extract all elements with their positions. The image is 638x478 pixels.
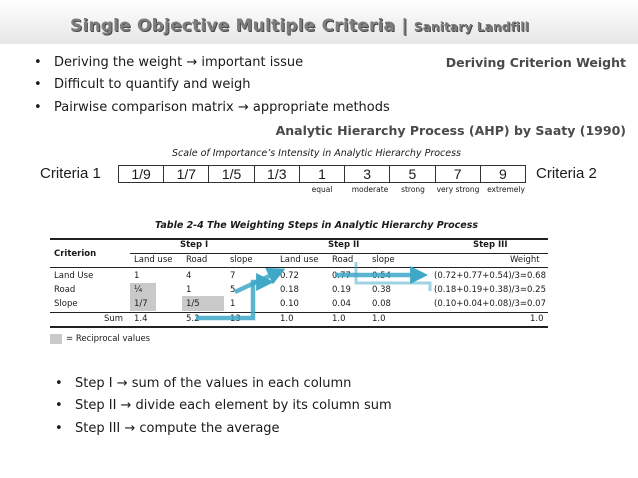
criteria-2-label: Criteria 2 bbox=[536, 165, 597, 182]
table-cell: 7 bbox=[230, 271, 236, 281]
table-cell: (0.18+0.19+0.38)/3=0.25 bbox=[434, 285, 546, 295]
table-cell: 0.38 bbox=[372, 285, 391, 295]
row-name: Slope bbox=[54, 299, 78, 309]
criterion-header: Criterion bbox=[54, 249, 97, 259]
sum-cell: 1.0 bbox=[372, 314, 386, 324]
bullet-text: Step II → divide each element by its column sum bbox=[75, 398, 392, 414]
scale-title: Scale of Importance’s Intensity in Analytic Hierarchy Process bbox=[172, 148, 462, 159]
table-cell: 4 bbox=[186, 271, 192, 281]
scale-cell: 1/3 bbox=[255, 166, 300, 182]
scale-cell: 9 bbox=[498, 166, 507, 182]
slide-title bbox=[70, 16, 529, 36]
sum-cell: 1.4 bbox=[134, 314, 148, 324]
table-cell: 1/5 bbox=[186, 299, 200, 309]
scale-word: equal bbox=[311, 185, 333, 194]
scale-word: moderate bbox=[351, 185, 389, 194]
ahp-label: Analytic Hierarchy Process (AHP) by Saaty (1990) bbox=[275, 123, 626, 138]
table-cell: 0.18 bbox=[280, 285, 299, 295]
bullet-text: Step III → compute the average bbox=[75, 420, 280, 436]
table-cell: (0.10+0.04+0.08)/3=0.07 bbox=[434, 299, 546, 309]
column-header: Road bbox=[332, 255, 354, 265]
scale-cell: 1/7 bbox=[164, 166, 209, 182]
bullet-item bbox=[55, 417, 392, 440]
bullet-text: Difficult to quantify and weigh bbox=[54, 77, 251, 93]
column-header: Land use bbox=[134, 255, 173, 265]
legend-label: = Reciprocal values bbox=[66, 334, 151, 344]
table-cell: 0.10 bbox=[280, 299, 299, 309]
bullet-text: Deriving the weight → important issue bbox=[54, 54, 304, 70]
reciprocal-swatch bbox=[50, 334, 62, 344]
bottom-bullet-list bbox=[55, 372, 392, 440]
bullet-item bbox=[55, 372, 392, 395]
scale-word: strong bbox=[401, 185, 425, 194]
table-cell: 1 bbox=[134, 271, 140, 281]
title-main: Single Objective Multiple Criteria | bbox=[70, 16, 408, 36]
scale-cell: 1 bbox=[300, 166, 345, 182]
column-header: Road bbox=[186, 255, 208, 265]
sum-cell: 1.0 bbox=[530, 314, 544, 324]
bullet-item bbox=[55, 395, 392, 418]
bullet-icon: • bbox=[55, 375, 63, 391]
table-cell: (0.72+0.77+0.54)/3=0.68 bbox=[434, 271, 546, 281]
table-cell: 1/7 bbox=[134, 299, 148, 309]
table-rule bbox=[50, 267, 548, 268]
table-cell: 0.54 bbox=[372, 271, 391, 281]
table-cell: 0.04 bbox=[332, 299, 351, 309]
importance-scale bbox=[118, 165, 526, 183]
sum-cell: 5.2 bbox=[186, 314, 200, 324]
bullet-item bbox=[34, 96, 390, 119]
sum-cell: 13 bbox=[230, 314, 241, 324]
step-header: Step I bbox=[180, 240, 209, 250]
table-cell: ¼ bbox=[134, 285, 143, 295]
title-subtitle: Sanitary Landfill bbox=[413, 20, 529, 34]
top-bullet-list bbox=[34, 51, 390, 119]
table-cell: 5 bbox=[230, 285, 236, 295]
legend bbox=[50, 334, 150, 344]
column-header: Land use bbox=[280, 255, 319, 265]
bullet-item bbox=[34, 74, 390, 97]
bullet-icon: • bbox=[34, 54, 42, 70]
scale-cell: 3 bbox=[345, 166, 390, 182]
bullet-icon: • bbox=[55, 398, 63, 414]
sum-cell: 1.0 bbox=[280, 314, 294, 324]
column-header: slope bbox=[372, 255, 395, 265]
table-cell: 0.19 bbox=[332, 285, 351, 295]
table-cell: 1 bbox=[186, 285, 192, 295]
row-name: Road bbox=[54, 285, 76, 295]
step-header: Step II bbox=[328, 240, 360, 250]
step-header: Step III bbox=[473, 240, 508, 250]
sum-cell: 1.0 bbox=[332, 314, 346, 324]
table-cell: 0.08 bbox=[372, 299, 391, 309]
bullet-text: Step I → sum of the values in each column bbox=[75, 375, 352, 391]
scale-word: extremely bbox=[487, 185, 525, 194]
table-cell: 1 bbox=[230, 299, 236, 309]
sum-label: Sum bbox=[104, 314, 124, 324]
bullet-icon: • bbox=[55, 420, 63, 436]
scale-cell: 1/9 bbox=[119, 166, 164, 182]
table-rule bbox=[130, 253, 548, 254]
deriving-weight-label: Deriving Criterion Weight bbox=[445, 55, 626, 70]
ahp-table bbox=[50, 238, 548, 328]
row-name: Land Use bbox=[54, 271, 94, 281]
column-header: slope bbox=[230, 255, 253, 265]
bullet-item bbox=[34, 51, 390, 74]
scale-cell: 5 bbox=[390, 166, 435, 182]
column-header: Weight bbox=[510, 255, 540, 265]
title-bar bbox=[0, 0, 638, 44]
bullet-icon: • bbox=[34, 99, 42, 115]
table-rule bbox=[50, 312, 548, 313]
bullet-text: Pairwise comparison matrix → appropriate methods bbox=[54, 99, 390, 115]
criteria-1-label: Criteria 1 bbox=[40, 165, 101, 182]
scale-cell: 7 bbox=[436, 166, 481, 182]
table-rule bbox=[50, 326, 548, 328]
scale-word: very strong bbox=[436, 185, 480, 194]
table-cell: 0.77 bbox=[332, 271, 351, 281]
table-cell: 0.72 bbox=[280, 271, 299, 281]
scale-cell: 1/5 bbox=[209, 166, 254, 182]
bullet-icon: • bbox=[34, 77, 42, 93]
table-caption: Table 2-4 The Weighting Steps in Analytic Hierarchy Process bbox=[155, 220, 479, 231]
